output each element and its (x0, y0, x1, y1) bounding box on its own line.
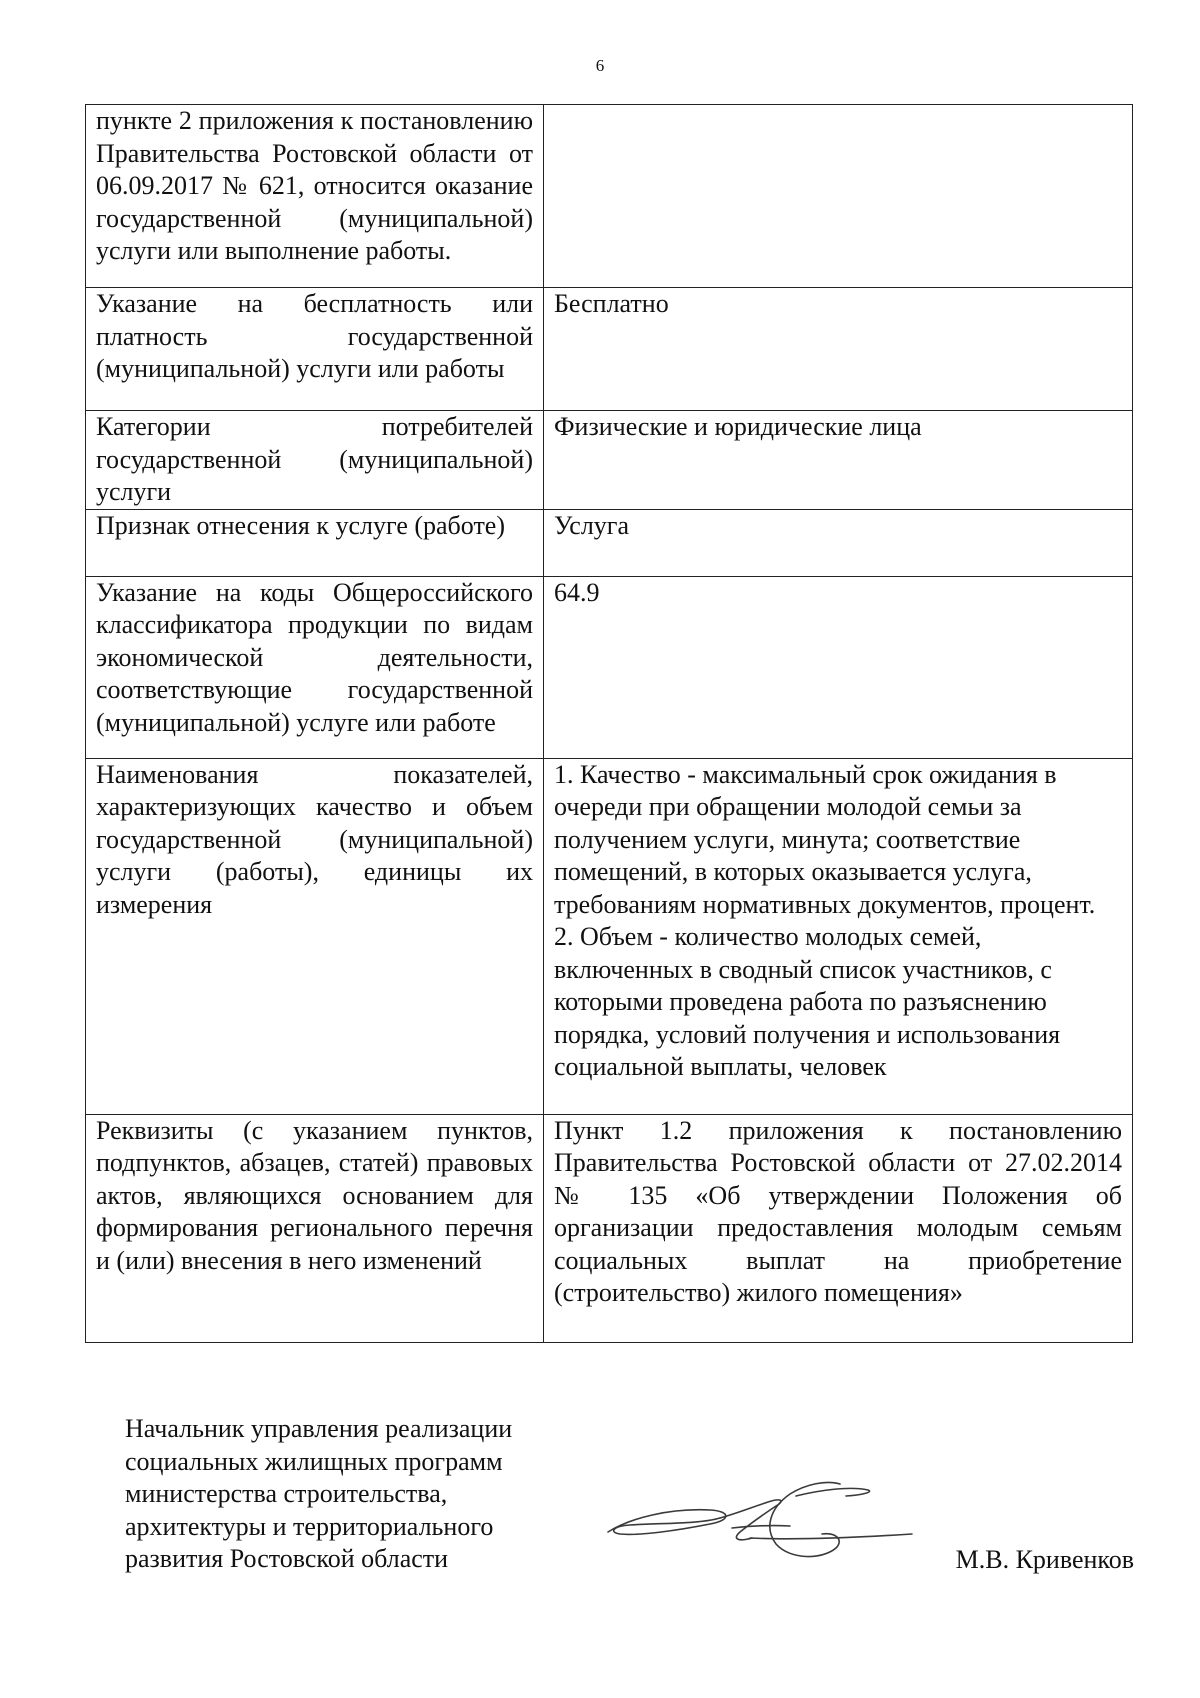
row-label-cell: Реквизиты (с указанием пунктов, подпунктов, абзацев, статей) правовых актов, являющихся основанием для формирования регионального перечня и (или) внесения в него изменений (86, 1114, 544, 1342)
row-value-cell: Физические и юридические лица (544, 411, 1133, 510)
page-number: 6 (595, 56, 605, 75)
row-label-cell: пункте 2 приложения к постановлению Правительства Ростовской области от 06.09.2017 № 621, относится оказание государственной (муниципальной) услуги или выполнение работы. (86, 105, 544, 288)
row-label-cell: Указание на коды Общероссийского классификатора продукции по видам экономической деятельности, соответствующие государственной (муниципальной) услуге или работе (86, 576, 544, 758)
row-label-cell: Категории потребителей государственной (муниципальной) услуги (86, 411, 544, 510)
table-row (86, 288, 1133, 411)
table-row (86, 576, 1133, 758)
row-label-cell: Наименования показателей, характеризующих качество и объем государственной (муниципальной) услуги (работы), единицы их измерения (86, 758, 544, 1114)
volume-indicator-text: 2. Объем - количество молодых семей, включенных в сводный список участников, с которыми проведена работа по разъяснению порядка, условий получения и использования социальной выплаты, человек (554, 922, 1061, 1081)
table-row (86, 509, 1133, 576)
table-row (86, 105, 1133, 288)
row-value-cell: Пункт 1.2 приложения к постановлению Правительства Ростовской области от 27.02.2014 № 135 «Об утверждении Положения об организации предоставления молодым семьям социальных выплат на приобретение (строительство) жилого помещения» (544, 1114, 1133, 1342)
table-row (86, 758, 1133, 1114)
row-value-cell: Бесплатно (544, 288, 1133, 411)
position-line: развития Ростовской области (125, 1544, 449, 1573)
position-line: социальных жилищных программ (125, 1446, 503, 1476)
handwritten-signature (600, 1468, 920, 1578)
position-line: архитектуры и территориального (125, 1511, 494, 1541)
row-value-cell: Услуга (544, 509, 1133, 576)
table-row (86, 411, 1133, 510)
registry-table (85, 104, 1133, 1343)
position-line: министерства строительства, (125, 1479, 448, 1508)
position-line: Начальник управления реализации (125, 1414, 513, 1443)
signatory-position (125, 1413, 605, 1576)
table-row (86, 1114, 1133, 1342)
row-value-cell (544, 105, 1133, 288)
row-value-cell: 64.9 (544, 576, 1133, 758)
row-label-cell: Признак отнесения к услуге (работе) (86, 509, 544, 576)
row-label-cell: Указание на бесплатность или платность государственной (муниципальной) услуги или работы (86, 288, 544, 411)
quality-indicator-text: 1. Качество - максимальный срок ожидания в очереди при обращении молодой семьи за получением услуги, минута; соответствие помещений, в которых оказывается услуга, требованиям нормативных документов, процент. (554, 759, 1096, 919)
row-value-cell (544, 758, 1133, 1114)
signer-name: М.В. Кривенков (955, 1545, 1134, 1574)
